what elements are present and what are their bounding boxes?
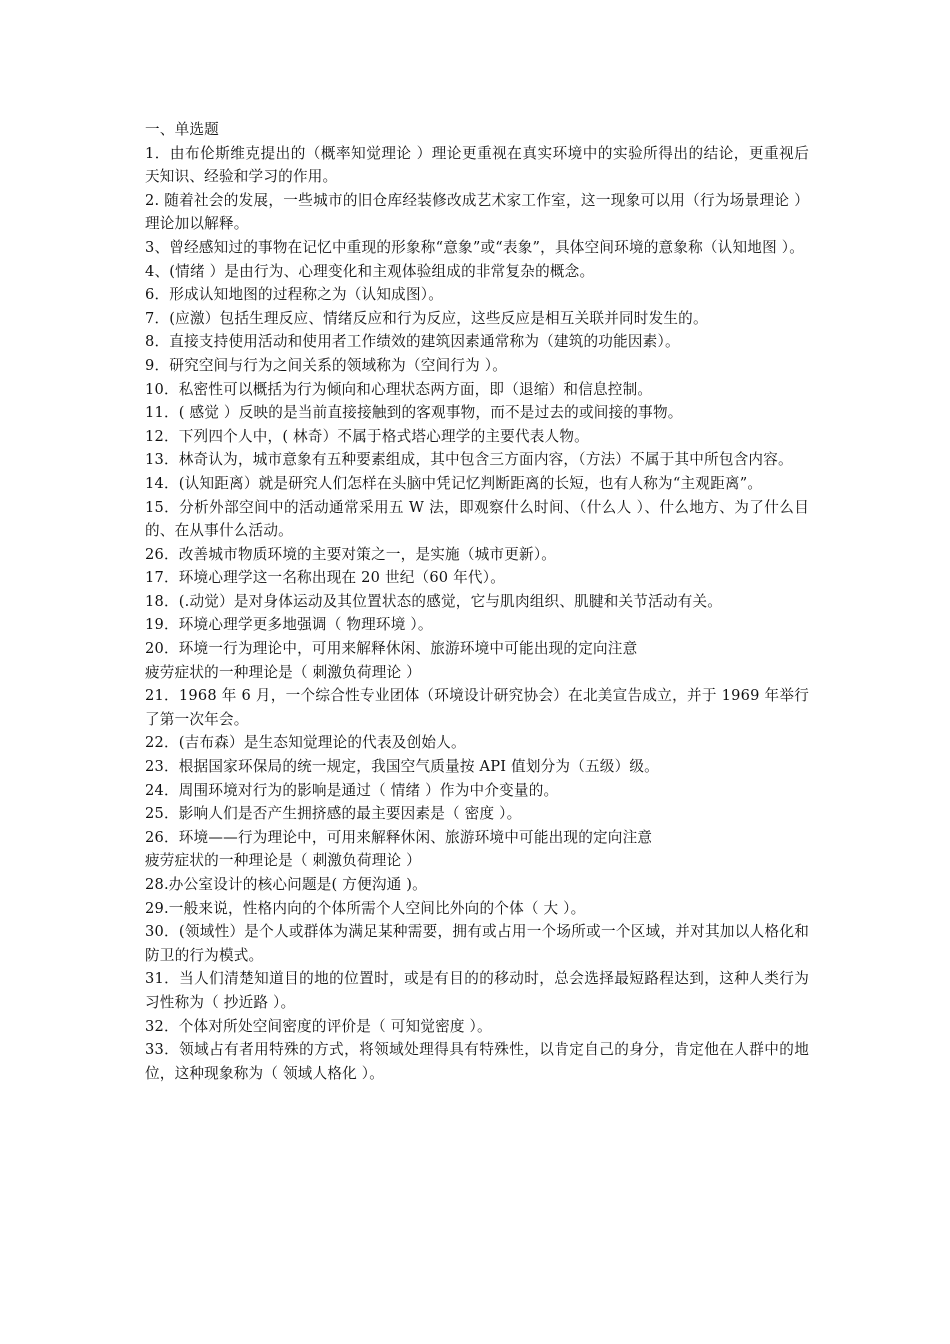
question-item: 14．(认知距离）就是研究人们怎样在头脑中凭记忆判断距离的长短，也有人称为“主观距离”。	[145, 474, 763, 492]
document-body	[145, 118, 809, 1085]
question-item: 22．(吉布森）是生态知觉理论的代表及创始人。	[145, 734, 466, 752]
question-item: 6．形成认知地图的过程称之为（认知成图）。	[145, 286, 444, 304]
question-item: 23．根据国家环保局的统一规定，我国空气质量按 API 值划分为（五级）级。	[145, 758, 659, 776]
question-item: 7．(应激）包括生理反应、情绪反应和行为反应，这些反应是相互关联并同时发生的。	[145, 309, 708, 327]
question-item: 31．当人们清楚知道目的地的位置时，或是有目的的移动时，总会选择最短路程达到，这种人类行为习性称为（ 抄近路 ）。	[145, 970, 809, 1011]
question-item: 10．私密性可以概括为行为倾向和心理状态两方面，即（退缩）和信息控制。	[145, 380, 653, 398]
question-item: 11．( 感觉 ）反映的是当前直接接触到的客观事物，而不是过去的或间接的事物。	[145, 404, 683, 422]
question-item: 2. 随着社会的发展，一些城市的旧仓库经装修改成艺术家工作室，这一现象可以用（行为场景理论 ）理论加以解释。	[145, 191, 809, 233]
question-item: 26．环境——行为理论中，可用来解释休闲、旅游环境中可能出现的定向注意	[145, 828, 653, 846]
question-item: 12．下列四个人中，( 林奇）不属于格式塔心理学的主要代表人物。	[145, 427, 589, 445]
question-item: 29.一般来说，性格内向的个体所需个人空间比外向的个体（ 大 ）。	[145, 899, 586, 917]
question-item: 19．环境心理学更多地强调（ 物理环境 ）。	[145, 616, 433, 634]
question-item: 17．环境心理学这一名称出现在 20 世纪（60 年代）。	[145, 569, 506, 587]
question-item: 15．分析外部空间中的活动通常采用五 W 法，即观察什么时间、（什么人 ）、什么地方、为了什么目的、在从事什么活动。	[145, 498, 809, 540]
question-item: 3、曾经感知过的事物在记忆中重现的形象称“意象”或“表象”，具体空间环境的意象称（认知地图 ）。	[145, 238, 805, 256]
question-item: 20．环境一行为理论中，可用来解释休闲、旅游环境中可能出现的定向注意	[145, 640, 638, 658]
question-item: 13．林奇认为，城市意象有五种要素组成，其中包含三方面内容，（方法）不属于其中所包含内容。	[145, 451, 793, 469]
question-item: 18．(.动觉）是对身体运动及其位置状态的感觉，它与肌肉组织、肌腱和关节活动有关。	[145, 592, 723, 610]
question-item: 33．领域占有者用特殊的方式，将领域处理得具有特殊性，以肯定自己的身分，肯定他在人群中的地位，这种现象称为（ 领域人格化 ）。	[145, 1041, 809, 1082]
question-item: 30．(领域性）是个人或群体为满足某种需要，拥有或占用一个场所或一个区域，并对其加以人格化和防卫的行为模式。	[145, 923, 809, 964]
question-item: 24．周围环境对行为的影响是通过（ 情绪 ）作为中介变量的。	[145, 781, 559, 799]
question-item: 8．直接支持使用活动和使用者工作绩效的建筑因素通常称为（建筑的功能因素）。	[145, 333, 680, 351]
question-item-continuation: 疲劳症状的一种理论是（ 刺激负荷理论 ）	[145, 852, 421, 870]
question-item: 25．影响人们是否产生拥挤感的最主要因素是（ 密度 ）。	[145, 805, 522, 823]
question-item: 9．研究空间与行为之间关系的领域称为（空间行为 ）。	[145, 356, 508, 374]
section-title: 一、单选题	[145, 121, 219, 138]
question-item: 28.办公室设计的核心问题是( 方便沟通 )。	[145, 876, 427, 893]
question-item-continuation: 疲劳症状的一种理论是（ 刺激负荷理论 ）	[145, 663, 421, 681]
question-item: 4、(情绪 ）是由行为、心理变化和主观体验组成的非常复杂的概念。	[145, 262, 595, 280]
question-item: 26．改善城市物质环境的主要对策之一，是实施（城市更新）。	[145, 545, 557, 563]
question-item: 32．个体对所处空间密度的评价是（ 可知觉密度 ）。	[145, 1017, 492, 1035]
question-item: 1．由布伦斯维克提出的（概率知觉理论 ）理论更重视在真实环境中的实验所得出的结论，更重视后天知识、经验和学习的作用。	[145, 144, 809, 186]
question-item: 21．1968 年 6 月，一个综合性专业团体（环境设计研究协会）在北美宣告成立，并于 1969 年举行了第一次年会。	[145, 687, 809, 728]
